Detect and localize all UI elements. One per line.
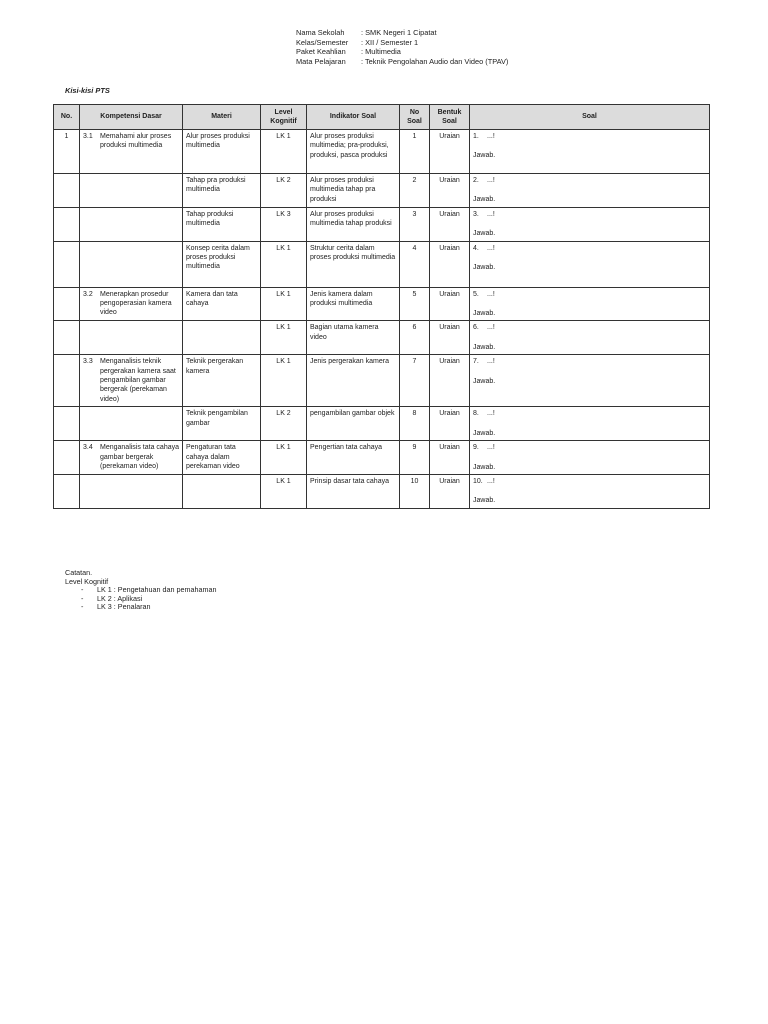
kd-text: Menerapkan prosedur pengoperasian kamera video [100, 290, 172, 317]
soal-text: ...! [487, 477, 495, 485]
dash-bullet: - [81, 585, 84, 595]
cell-bentuk: Uraian [430, 441, 470, 475]
kd-number: 3.1 [83, 133, 93, 140]
table-row [54, 287, 710, 321]
kisi-kisi-table [53, 104, 710, 509]
soal-question [473, 443, 706, 452]
kd-number: 3.2 [83, 290, 93, 298]
cell-materi: Tahap pra produksi multimedia [183, 174, 261, 208]
table-row [54, 474, 710, 508]
cell-no [54, 474, 80, 508]
cell-no-soal: 1 [400, 130, 430, 174]
cell-no [54, 355, 80, 407]
cell-no-soal: 5 [400, 287, 430, 321]
soal-text: ...! [487, 290, 495, 298]
cell-kompetensi-dasar [80, 241, 183, 287]
info-value: : Teknik Pengolahan Audio dan Video (TPAV) [361, 56, 509, 66]
cell-kompetensi-dasar [80, 355, 183, 407]
cell-bentuk: Uraian [430, 174, 470, 208]
info-value: : Multimedia [361, 47, 401, 57]
soal-number: 6. [473, 324, 479, 332]
kd-text: Menganalisis teknik pergerakan kamera saat pengambilan gambar bergerak (perekaman video) [100, 358, 176, 403]
column-header: Materi [183, 105, 261, 130]
soal-answer: Jawab. [473, 343, 496, 351]
cell-bentuk: Uraian [430, 207, 470, 241]
soal-text: ...! [487, 358, 495, 366]
cell-level: LK 2 [261, 407, 307, 441]
cell-indikator: Jenis pergerakan kamera [307, 355, 400, 407]
soal-answer: Jawab. [473, 429, 496, 437]
cell-soal [470, 321, 710, 355]
cell-indikator: Alur proses produksi multimedia tahap pra produksi [307, 174, 400, 208]
column-header: Indikator Soal [307, 105, 400, 130]
cell-no-soal: 3 [400, 207, 430, 241]
cell-soal [470, 287, 710, 321]
soal-number: 2. [473, 177, 479, 184]
table-row [54, 130, 710, 174]
column-header: Level Kognitif [261, 105, 307, 130]
cell-no-soal: 7 [400, 355, 430, 407]
cell-soal [470, 241, 710, 287]
cell-bentuk: Uraian [430, 474, 470, 508]
cell-kompetensi-dasar [80, 407, 183, 441]
column-header: No Soal [400, 105, 430, 130]
soal-text: ...! [487, 210, 495, 218]
cell-no [54, 321, 80, 355]
soal-text: ...! [487, 324, 495, 332]
cell-no: 1 [54, 130, 80, 174]
cell-kompetensi-dasar [80, 130, 183, 174]
table-row [54, 207, 710, 241]
cell-level: LK 1 [261, 355, 307, 407]
cell-no [54, 241, 80, 287]
cell-bentuk: Uraian [430, 241, 470, 287]
cell-no-soal: 6 [400, 321, 430, 355]
cell-kompetensi-dasar [80, 287, 183, 321]
cell-no-soal: 4 [400, 241, 430, 287]
table-body [54, 130, 710, 509]
soal-question [473, 409, 706, 418]
kd-number: 3.3 [83, 358, 93, 366]
school-info [296, 28, 508, 66]
cell-materi: Konsep cerita dalam proses produksi multimedia [183, 241, 261, 287]
soal-text: ...! [487, 177, 495, 184]
cell-materi [183, 474, 261, 508]
cell-no-soal: 9 [400, 441, 430, 475]
cell-soal [470, 130, 710, 174]
soal-answer: Jawab. [473, 196, 496, 204]
soal-answer: Jawab. [473, 497, 496, 505]
cell-level: LK 1 [261, 287, 307, 321]
soal-number: 9. [473, 444, 479, 452]
cell-level: LK 3 [261, 207, 307, 241]
info-row-school [296, 28, 508, 38]
table-row [54, 241, 710, 287]
cell-materi [183, 321, 261, 355]
cell-indikator: Jenis kamera dalam produksi multimedia [307, 287, 400, 321]
table-row [54, 441, 710, 475]
dash-bullet: - [81, 602, 84, 612]
soal-text: ...! [487, 133, 495, 140]
note-text: LK 2 : Aplikasi [97, 593, 143, 603]
cell-indikator: pengambilan gambar objek [307, 407, 400, 441]
table-row [54, 174, 710, 208]
cell-kompetensi-dasar [80, 474, 183, 508]
soal-question [473, 357, 706, 366]
notes [65, 569, 217, 612]
soal-question [473, 477, 706, 486]
cell-materi: Teknik pengambilan gambar [183, 407, 261, 441]
soal-answer: Jawab. [473, 264, 496, 272]
note-text: LK 1 : Pengetahuan dan pemahaman [97, 585, 217, 595]
table-row [54, 321, 710, 355]
cell-no-soal: 8 [400, 407, 430, 441]
soal-number: 5. [473, 290, 479, 298]
cell-no [54, 407, 80, 441]
soal-number: 3. [473, 210, 479, 218]
soal-answer: Jawab. [473, 463, 496, 471]
cell-materi: Teknik pergerakan kamera [183, 355, 261, 407]
soal-question [473, 132, 706, 141]
cell-kompetensi-dasar [80, 207, 183, 241]
cell-level: LK 1 [261, 241, 307, 287]
cell-materi: Kamera dan tata cahaya [183, 287, 261, 321]
column-header: Bentuk Soal [430, 105, 470, 130]
cell-indikator: Struktur cerita dalam proses produksi multimedia [307, 241, 400, 287]
soal-question [473, 290, 706, 299]
cell-soal [470, 207, 710, 241]
info-row-class [296, 38, 508, 48]
cell-soal [470, 474, 710, 508]
notes-subheading: Level Kognitif [65, 576, 109, 586]
cell-indikator: Alur proses produksi multimedia; pra-produksi, produksi, pasca produksi [307, 130, 400, 174]
soal-answer: Jawab. [473, 377, 496, 385]
cell-bentuk: Uraian [430, 287, 470, 321]
notes-heading: Catatan. [65, 568, 93, 577]
column-header: Soal [470, 105, 710, 130]
kd-number: 3.4 [83, 444, 93, 452]
soal-number: 7. [473, 358, 479, 366]
soal-number: 4. [473, 244, 479, 252]
info-row-program [296, 47, 508, 57]
soal-question [473, 210, 706, 219]
cell-soal [470, 441, 710, 475]
cell-materi: Pengaturan tata cahaya dalam perekaman video [183, 441, 261, 475]
soal-question [473, 323, 706, 332]
cell-level: LK 1 [261, 321, 307, 355]
cell-kompetensi-dasar [80, 441, 183, 475]
info-value: : XII / Semester 1 [361, 37, 419, 47]
info-label: Mata Pelajaran [296, 56, 346, 66]
cell-level: LK 1 [261, 441, 307, 475]
cell-no [54, 174, 80, 208]
table-row [54, 355, 710, 407]
cell-bentuk: Uraian [430, 130, 470, 174]
cell-indikator: Pengertian tata cahaya [307, 441, 400, 475]
info-row-subject [296, 57, 508, 67]
cell-no [54, 441, 80, 475]
table-header-row [54, 105, 710, 130]
cell-indikator: Prinsip dasar tata cahaya [307, 474, 400, 508]
note-item [65, 603, 217, 612]
cell-no-soal: 2 [400, 174, 430, 208]
cell-level: LK 2 [261, 174, 307, 208]
cell-kompetensi-dasar [80, 174, 183, 208]
column-header: Kompetensi Dasar [80, 105, 183, 130]
soal-question [473, 176, 706, 185]
soal-text: ...! [487, 244, 495, 252]
cell-bentuk: Uraian [430, 407, 470, 441]
column-header: No. [54, 105, 80, 130]
soal-question [473, 244, 706, 253]
info-label: Kelas/Semester [296, 37, 349, 47]
cell-soal [470, 174, 710, 208]
soal-text: ...! [487, 444, 495, 452]
soal-text: ...! [487, 410, 495, 418]
soal-number: 1. [473, 133, 479, 140]
kd-text: Memahami alur proses produksi multimedia [100, 133, 172, 150]
cell-level: LK 1 [261, 130, 307, 174]
cell-no [54, 287, 80, 321]
cell-soal [470, 355, 710, 407]
soal-number: 10. [473, 477, 483, 485]
cell-indikator: Bagian utama kamera video [307, 321, 400, 355]
cell-level: LK 1 [261, 474, 307, 508]
cell-no [54, 207, 80, 241]
info-value: : SMK Negeri 1 Cipatat [361, 28, 437, 37]
info-label: Nama Sekolah [296, 28, 345, 37]
table-row [54, 407, 710, 441]
cell-indikator: Alur proses produksi multimedia tahap produksi [307, 207, 400, 241]
cell-no-soal: 10 [400, 474, 430, 508]
cell-materi: Tahap produksi multimedia [183, 207, 261, 241]
document-title: Kisi-kisi PTS [65, 86, 110, 95]
soal-answer: Jawab. [473, 152, 496, 160]
soal-answer: Jawab. [473, 310, 496, 318]
kd-text: Menganalisis tata cahaya gambar bergerak (perekaman video) [100, 444, 179, 470]
soal-answer: Jawab. [473, 230, 496, 238]
cell-materi: Alur proses produksi multimedia [183, 130, 261, 174]
cell-bentuk: Uraian [430, 355, 470, 407]
soal-number: 8. [473, 410, 479, 418]
cell-soal [470, 407, 710, 441]
cell-bentuk: Uraian [430, 321, 470, 355]
info-label: Paket Keahlian [296, 47, 346, 57]
cell-kompetensi-dasar [80, 321, 183, 355]
note-text: LK 3 : Penalaran [97, 602, 151, 612]
dash-bullet: - [81, 593, 84, 603]
